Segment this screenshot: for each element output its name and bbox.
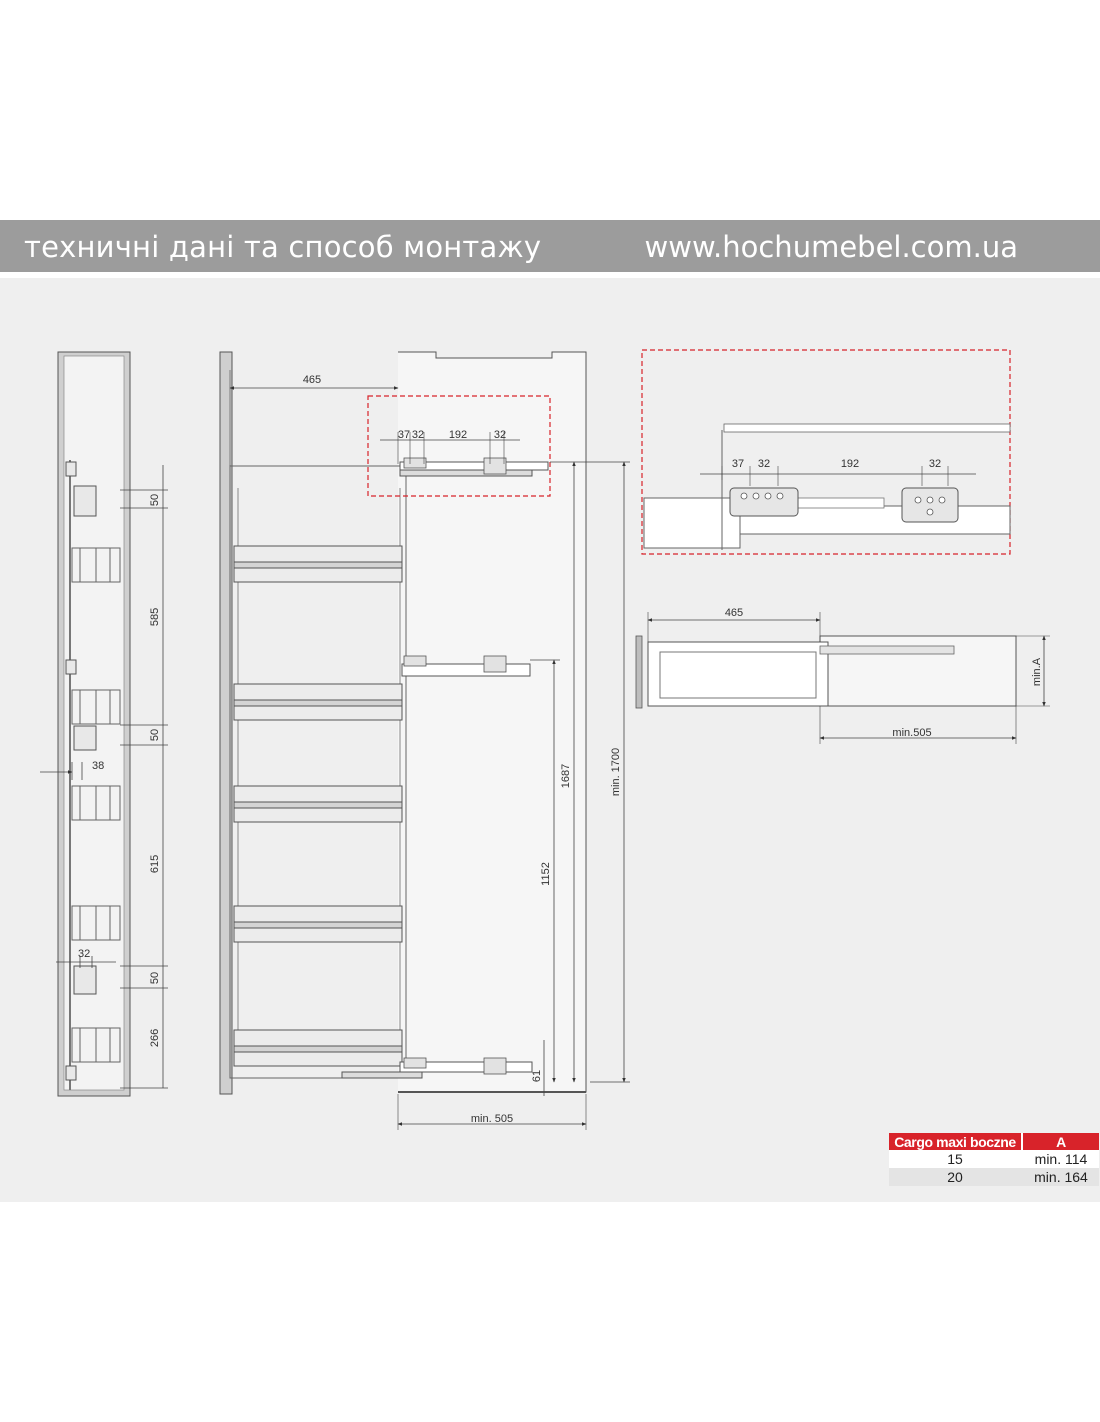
spec-table-header bbox=[889, 1133, 1099, 1150]
front-dim-37: 37 bbox=[397, 429, 411, 441]
front-dim-32-b: 32 bbox=[493, 429, 507, 441]
side-view bbox=[40, 352, 168, 1096]
table-row bbox=[889, 1150, 1099, 1168]
front-dim-1687: 1687 bbox=[560, 763, 572, 789]
front-dim-61: 61 bbox=[531, 1069, 543, 1083]
side-dim-50-a: 50 bbox=[149, 493, 161, 507]
detail-dim-32-a: 32 bbox=[757, 458, 771, 470]
front-dim-465: 465 bbox=[302, 374, 322, 386]
side-dim-585: 585 bbox=[149, 607, 161, 627]
detail-bracket-right bbox=[902, 488, 958, 522]
top-dim-465: 465 bbox=[724, 607, 744, 619]
website-url[interactable]: www.hochumebel.com.ua bbox=[644, 230, 1018, 264]
table-row bbox=[889, 1168, 1099, 1186]
top-view bbox=[636, 607, 1050, 744]
spec-header-a: A bbox=[1022, 1133, 1099, 1150]
side-dim-615: 615 bbox=[149, 854, 161, 874]
top-door bbox=[636, 636, 642, 708]
front-baskets bbox=[234, 546, 402, 1066]
front-dim-192: 192 bbox=[448, 429, 468, 441]
spec-cell-model: 20 bbox=[889, 1168, 1022, 1186]
detail-dim-32-b: 32 bbox=[928, 458, 942, 470]
front-dim-min505: min. 505 bbox=[470, 1113, 514, 1125]
spec-cell-a: min. 114 bbox=[1022, 1150, 1099, 1168]
top-dim-min505: min.505 bbox=[892, 727, 932, 739]
front-dim-min1700: min. 1700 bbox=[610, 747, 622, 797]
side-dim-50-c: 50 bbox=[149, 971, 161, 985]
spec-cell-a: min. 164 bbox=[1022, 1168, 1099, 1186]
side-dim-50-b: 50 bbox=[149, 728, 161, 742]
top-runner bbox=[820, 646, 954, 654]
spec-table bbox=[889, 1133, 1099, 1186]
front-dim-1152: 1152 bbox=[540, 862, 552, 886]
side-dim-266: 266 bbox=[149, 1028, 161, 1048]
side-dim-38: 38 bbox=[92, 760, 105, 772]
front-dim-32-a: 32 bbox=[411, 429, 425, 441]
front-view bbox=[220, 352, 630, 1130]
spec-cell-model: 15 bbox=[889, 1150, 1022, 1168]
detail-bracket-left bbox=[730, 488, 798, 516]
detail-dim-192: 192 bbox=[840, 458, 860, 470]
top-dim-minA: min.A bbox=[1031, 657, 1043, 687]
page-title: техничні дані та способ монтажу bbox=[24, 230, 542, 264]
detail-view bbox=[642, 350, 1010, 554]
spec-header-model: Cargo maxi boczne bbox=[889, 1133, 1022, 1150]
detail-dim-37: 37 bbox=[731, 458, 745, 470]
side-dim-32: 32 bbox=[78, 948, 91, 960]
